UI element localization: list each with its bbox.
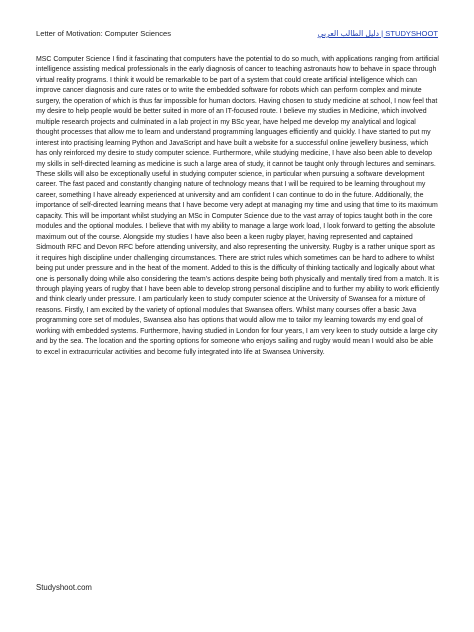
- letter-body: MSC Computer Science I find it fascinating that computers have the potential to do so much, with applications ranging from artificial intelligence assisting medical professionals in the early diagnosis of cancer to teaching astronauts how to behave in space through virtual reality programs. I think it would be remarkable to be part of a system that could create artificial intelligence which can improve cancer diagnosis and cure rates or to write the embedded software for robots which can perform complex and minute surgery, the operation of which is thus far impossible for human doctors. Having chosen to study medicine at school, I now feel that my desire to help people would be better suited in more of an IT-focused route. I believe my studies in Medicine, which involved multiple research projects and culminated in a lab project in my BSc year, have helped me develop my analytical and logical thought processes that allow me to learn and understand programming languages efficiently and quickly. I have started to put my interest into practising learning Python and JavaScript and have built a website for a successful online jewellery business, which has only reinforced my desire to study computer science. Furthermore, while studying medicine, I have also been able to develop my skills in self-directed learning as medicine is such a large area of study, it cannot be taught only through lectures and seminars. These skills will also be exceptionally useful in studying computer science, in particular when pursuing a software development career. The fast paced and constantly changing nature of technology means that I will be required to be learning throughout my career, something I have already experienced at university and am confident I can continue to do in the future. Additionally, the importance of self-directed learning means that I have become very adept at managing my time and using that time to its maximum capacity. This will be important whilst studying an MSc in Computer Science due to the vast array of topics taught both in the core modules and the optional modules. I believe that with my ability to manage a large work load, I look forward to getting the absolute maximum out of the course. Alongside my studies I have also been a keen rugby player, having represented and captained Sidmouth RFC and Devon RFC before attending university, and also representing the university. Rugby is a rather unique sport as it requires high discipline under challenging circumstances. There are strict rules which sometimes can be hard to adhere to whilst being put under pressure and in the heat of the moment. Added to this is the difficulty of thinking tactically and logically about what one is personally doing while also considering the team’s actions despite being both physically and mentally tired from a match. It is through playing years of rugby that I have been able to develop strong personal discipline and to further my ability to work efficiently and think clearly under pressure. I am particularly keen to study computer science at the University of Swansea for a mixture of reasons. Firstly, I am excited by the variety of optional modules that Swansea offers. Whilst many courses offer a basic Java programming core set of modules, Swansea also has options that would allow me to tailor my learning towards my end goal of working with embedded systems. Furthermore, having studied in London for four years, I am very keen to study outside a large city and by the sea. The location and the sporting options for someone who enjoys sailing and rugby would mean I would also be able to excel in extracurricular activities and become fully integrated into life at Swansea University.: [36, 56, 440, 356]
- studyshoot-brand-link[interactable]: دليل الطالب العربي | STUDYSHOOT: [317, 29, 438, 38]
- page-footer: Studyshoot.com: [36, 583, 92, 592]
- page-header: [36, 27, 438, 41]
- document-title: Letter of Motivation: Computer Sciences: [36, 29, 172, 38]
